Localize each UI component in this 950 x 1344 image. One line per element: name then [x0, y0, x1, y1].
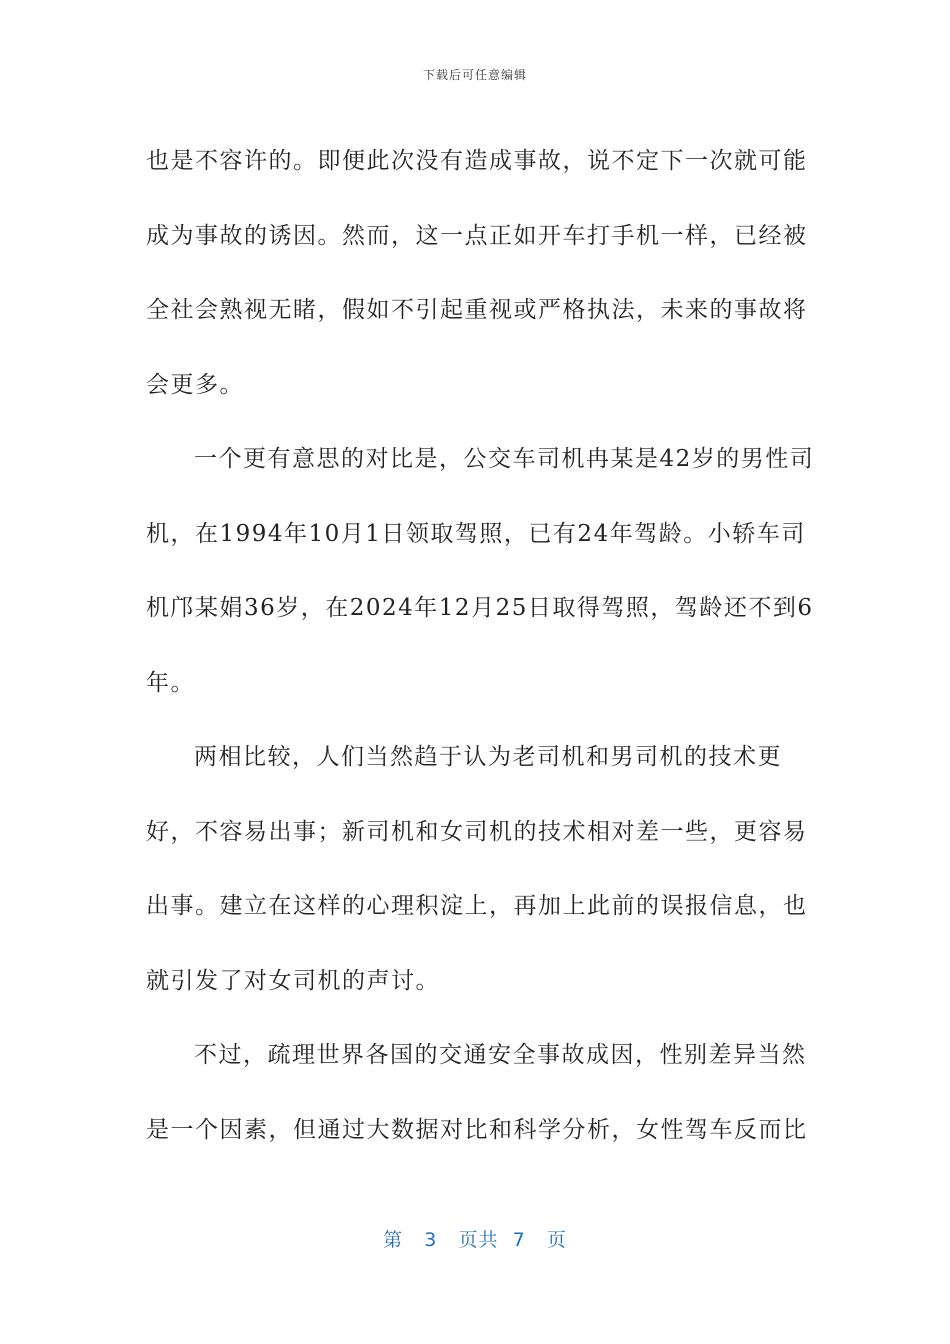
paragraph-1: 也是不容许的。即便此次没有造成事故，说不定下一次就可能成为事故的诱因。然而，这一点正如开车打手机一样，已经被全社会熟视无睹，假如不引起重视或严格执法，未来的事故将会更多。: [146, 148, 808, 398]
paragraph-3: 两相比较，人们当然趋于认为老司机和男司机的技术更好，不容易出事；新司机和女司机的技术相对差一些，更容易出事。建立在这样的心理积淀上，再加上此前的误报信息，也就引发了对女司机的声讨。: [146, 744, 808, 994]
header-note: 下载后可任意编辑: [422, 68, 527, 82]
body-text: [146, 124, 816, 1167]
paragraph-2: 一个更有意思的对比是，公交车司机冉某是42岁的男性司机，在1994年10月1日领取驾照，已有24年驾龄。小轿车司机邝某娟36岁，在2024年12月25日取得驾照，驾龄还不到6年。: [146, 446, 815, 696]
total-pages-number: 7: [512, 1229, 526, 1251]
footer-middle: 页共: [458, 1229, 499, 1251]
footer-prefix: 第: [383, 1229, 404, 1251]
current-page-number: 3: [424, 1229, 438, 1251]
paragraph-4: 不过，疏理世界各国的交通安全事故成因，性别差异当然是一个因素，但通过大数据对比和科学分析，女性驾车反而比: [146, 1042, 808, 1143]
footer-suffix: 页: [546, 1229, 567, 1251]
page-number-footer: [0, 1225, 950, 1252]
